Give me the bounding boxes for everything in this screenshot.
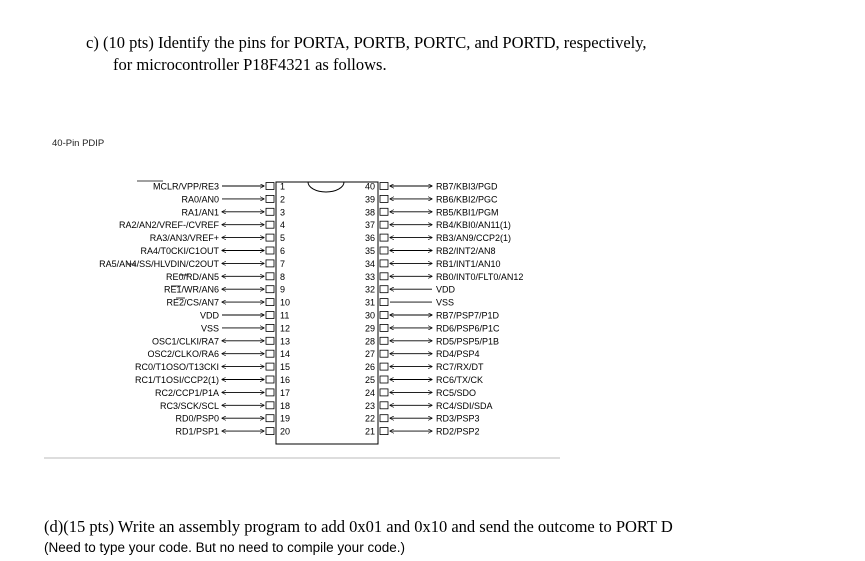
right-pin-33 xyxy=(365,272,523,282)
pin-pad-37 xyxy=(380,221,388,228)
left-pin-3 xyxy=(181,207,285,217)
right-pin-35 xyxy=(365,246,496,256)
pin-label-37: RB4/KBI0/AN11(1) xyxy=(436,220,511,231)
pin-number-34: 34 xyxy=(364,258,375,269)
pin-number-31: 31 xyxy=(364,297,375,308)
pin-number-14: 14 xyxy=(280,349,291,360)
pin-number-29: 29 xyxy=(364,323,375,334)
pin-label-19: RD0/PSP0 xyxy=(175,413,219,424)
pin-label-1: MCLR/VPP/RE3 xyxy=(152,181,219,192)
pin-number-25: 25 xyxy=(364,375,375,385)
pin-label-8: RE0/RD/AN5 xyxy=(165,271,219,282)
pin-pad-38 xyxy=(380,208,388,215)
left-pin-16 xyxy=(135,375,290,385)
pin-label-23: RC4/SDI/SDA xyxy=(436,400,493,411)
pin-label-25: RC6/TX/CK xyxy=(436,375,484,385)
pin-label-17: RC2/CCP1/P1A xyxy=(154,387,219,398)
pin-number-22: 22 xyxy=(364,413,375,424)
right-pin-22 xyxy=(365,414,480,424)
pin-label-15: RC0/T1OSO/T13CKI xyxy=(134,362,219,373)
pin-label-39: RB6/KBI2/PGC xyxy=(436,194,498,205)
left-pin-1 xyxy=(153,182,285,192)
pin-pad-4 xyxy=(266,221,274,228)
pin-number-27: 27 xyxy=(364,349,375,360)
pin-number-38: 38 xyxy=(364,207,375,218)
pin-pad-18 xyxy=(266,402,274,409)
pin-pad-31 xyxy=(380,299,388,306)
question-d: (d)(15 pts) Write an assembly program to add 0x01 and 0x10 and send the outcome to PORT D xyxy=(44,517,673,536)
pin-pad-16 xyxy=(266,376,274,383)
pin-label-40: RB7/KBI3/PGD xyxy=(436,181,498,192)
right-pin-29 xyxy=(365,323,500,333)
left-pin-6 xyxy=(140,246,285,256)
pin-pad-1 xyxy=(266,183,274,190)
pin-label-22: RD3/PSP3 xyxy=(436,413,480,424)
right-pin-24 xyxy=(365,388,476,398)
pin-pad-36 xyxy=(380,234,388,241)
left-pin-8 xyxy=(166,272,285,282)
pin-pad-21 xyxy=(380,428,388,435)
pin-number-28: 28 xyxy=(364,336,375,347)
pin-pad-8 xyxy=(266,273,274,280)
pinout-figure xyxy=(44,130,564,460)
right-pin-38 xyxy=(365,207,499,217)
pin-pad-6 xyxy=(266,247,274,254)
pin-pad-12 xyxy=(266,324,274,331)
pin-number-10: 10 xyxy=(280,297,291,308)
pin-pad-28 xyxy=(380,337,388,344)
pin-label-34: RB1/INT1/AN10 xyxy=(436,258,501,269)
right-pin-36 xyxy=(365,233,511,243)
left-pin-4 xyxy=(119,220,285,230)
pin-pad-11 xyxy=(266,312,274,319)
right-pin-37 xyxy=(365,220,511,230)
pin-number-17: 17 xyxy=(280,387,291,398)
pin-number-6: 6 xyxy=(280,246,286,256)
pin-pad-33 xyxy=(380,273,388,280)
question-c-line1: c) (10 pts) Identify the pins for PORTA, PORTB, PORTC, and PORTD, respectively, xyxy=(86,33,647,52)
pin-label-4: RA2/AN2/VREF-/CVREF xyxy=(118,220,219,231)
pin-number-33: 33 xyxy=(364,271,375,282)
left-pin-19 xyxy=(175,414,290,424)
pin-label-6: RA4/T0CKI/C1OUT xyxy=(140,246,219,256)
pin-label-16: RC1/T1OSI/CCP2(1) xyxy=(134,375,219,385)
chip-body xyxy=(276,182,378,444)
pin-label-26: RC7/RX/DT xyxy=(436,362,484,373)
right-pin-40 xyxy=(365,182,498,192)
left-pin-10 xyxy=(166,298,290,308)
pin-label-21: RD2/PSP2 xyxy=(436,426,480,437)
right-pin-26 xyxy=(365,362,484,372)
pin-label-38: RB5/KBI1/PGM xyxy=(436,207,499,218)
pin-number-16: 16 xyxy=(280,375,291,385)
pin-number-32: 32 xyxy=(364,284,375,295)
pin-number-3: 3 xyxy=(280,207,286,218)
pin-label-31: VSS xyxy=(436,297,455,308)
pin-label-27: RD4/PSP4 xyxy=(436,349,480,360)
right-pin-30 xyxy=(365,311,500,321)
pin-label-20: RD1/PSP1 xyxy=(175,426,219,437)
pin-number-26: 26 xyxy=(364,362,375,373)
pin-pad-20 xyxy=(266,428,274,435)
right-pin-28 xyxy=(365,336,499,346)
right-pin-34 xyxy=(365,259,501,269)
pin-number-39: 39 xyxy=(364,194,375,205)
pin-label-30: RB7/PSP7/P1D xyxy=(436,310,500,321)
right-pin-32 xyxy=(365,285,456,295)
pin-label-28: RD5/PSP5/P1B xyxy=(436,336,500,347)
pin-pad-14 xyxy=(266,350,274,357)
pin-pad-3 xyxy=(266,208,274,215)
right-pin-21 xyxy=(365,427,480,437)
pin-label-24: RC5/SDO xyxy=(436,387,477,398)
pin-pad-26 xyxy=(380,363,388,370)
pin-number-21: 21 xyxy=(364,426,375,437)
left-pin-18 xyxy=(160,401,290,411)
right-pin-39 xyxy=(365,194,498,204)
pin-number-7: 7 xyxy=(280,258,286,269)
pin-pad-2 xyxy=(266,195,274,202)
pin-pad-25 xyxy=(380,376,388,383)
pin-pad-40 xyxy=(380,183,388,190)
left-pin-20 xyxy=(175,427,290,437)
pin-pad-22 xyxy=(380,415,388,422)
pin-label-9: RE1/WR/AN6 xyxy=(163,284,219,295)
pin-pad-15 xyxy=(266,363,274,370)
pin-number-37: 37 xyxy=(364,220,375,231)
pin-pad-24 xyxy=(380,389,388,396)
pin-number-5: 5 xyxy=(280,233,286,244)
pin-label-13: OSC1/CLKI/RA7 xyxy=(151,336,219,347)
pin-pad-35 xyxy=(380,247,388,254)
pin-label-32: VDD xyxy=(436,284,456,295)
pin-number-11: 11 xyxy=(280,310,290,321)
pin-pad-7 xyxy=(266,260,274,267)
pin-number-30: 30 xyxy=(364,310,375,321)
pin-label-2: RA0/AN0 xyxy=(181,194,219,205)
pin-number-9: 9 xyxy=(280,284,286,295)
question-c-line2: for microcontroller P18F4321 as follows. xyxy=(113,55,387,74)
pin-label-5: RA3/AN3/VREF+ xyxy=(149,233,219,244)
pinout-diagram xyxy=(44,130,564,460)
pin-number-2: 2 xyxy=(280,194,286,205)
pin-pad-29 xyxy=(380,324,388,331)
pin-label-35: RB2/INT2/AN8 xyxy=(436,246,496,256)
pin-number-40: 40 xyxy=(364,181,375,192)
pin-number-4: 4 xyxy=(280,220,286,231)
left-pin-14 xyxy=(147,349,290,359)
pin-label-12: VSS xyxy=(200,323,219,334)
pin-pad-34 xyxy=(380,260,388,267)
pin-number-19: 19 xyxy=(280,413,291,424)
left-pin-15 xyxy=(135,362,290,372)
left-pin-13 xyxy=(152,336,290,346)
pin-label-14: OSC2/CLKO/RA6 xyxy=(147,349,219,360)
pin-number-1: 1 xyxy=(280,181,286,192)
pin-label-11: VDD xyxy=(199,310,219,321)
pin-number-15: 15 xyxy=(280,362,291,373)
pin-number-13: 13 xyxy=(280,336,291,347)
right-pin-group xyxy=(365,182,523,437)
left-pin-5 xyxy=(150,233,285,243)
pin-number-24: 24 xyxy=(364,387,375,398)
pin-label-36: RB3/AN9/CCP2(1) xyxy=(436,233,512,244)
pin-pad-27 xyxy=(380,350,388,357)
package-label: 40-Pin PDIP xyxy=(52,138,105,149)
left-pin-17 xyxy=(155,388,290,398)
left-pin-9 xyxy=(164,285,285,295)
pin-pad-9 xyxy=(266,286,274,293)
pin-number-12: 12 xyxy=(280,323,291,334)
pin-number-20: 20 xyxy=(280,426,291,437)
pin-label-3: RA1/AN1 xyxy=(181,207,219,218)
pin-label-29: RD6/PSP6/P1C xyxy=(436,323,500,334)
pin-number-18: 18 xyxy=(280,400,291,411)
pin-pad-17 xyxy=(266,389,274,396)
pin-label-18: RC3/SCK/SCL xyxy=(159,400,219,411)
pin-number-35: 35 xyxy=(364,246,375,256)
pin-pad-5 xyxy=(266,234,274,241)
left-pin-group xyxy=(99,182,290,437)
pin-pad-10 xyxy=(266,299,274,306)
right-pin-27 xyxy=(365,349,480,359)
pin-label-7: RA5/AN4/SS/HLVDIN/C2OUT xyxy=(99,258,219,269)
pin-number-36: 36 xyxy=(364,233,375,244)
pin-pad-19 xyxy=(266,415,274,422)
pin-pad-30 xyxy=(380,312,388,319)
pin-number-8: 8 xyxy=(280,271,286,282)
left-pin-2 xyxy=(181,194,285,204)
pin-label-33: RB0/INT0/FLT0/AN12 xyxy=(436,271,524,282)
pin-number-23: 23 xyxy=(364,400,375,411)
pin-pad-32 xyxy=(380,286,388,293)
pin-label-10: RE2/CS/AN7 xyxy=(166,297,219,308)
pin-pad-39 xyxy=(380,195,388,202)
pin-pad-23 xyxy=(380,402,388,409)
right-pin-23 xyxy=(365,401,493,411)
pin-pad-13 xyxy=(266,337,274,344)
question-d-note: (Need to type your code. But no need to compile your code.) xyxy=(44,540,405,555)
right-pin-25 xyxy=(365,375,483,385)
